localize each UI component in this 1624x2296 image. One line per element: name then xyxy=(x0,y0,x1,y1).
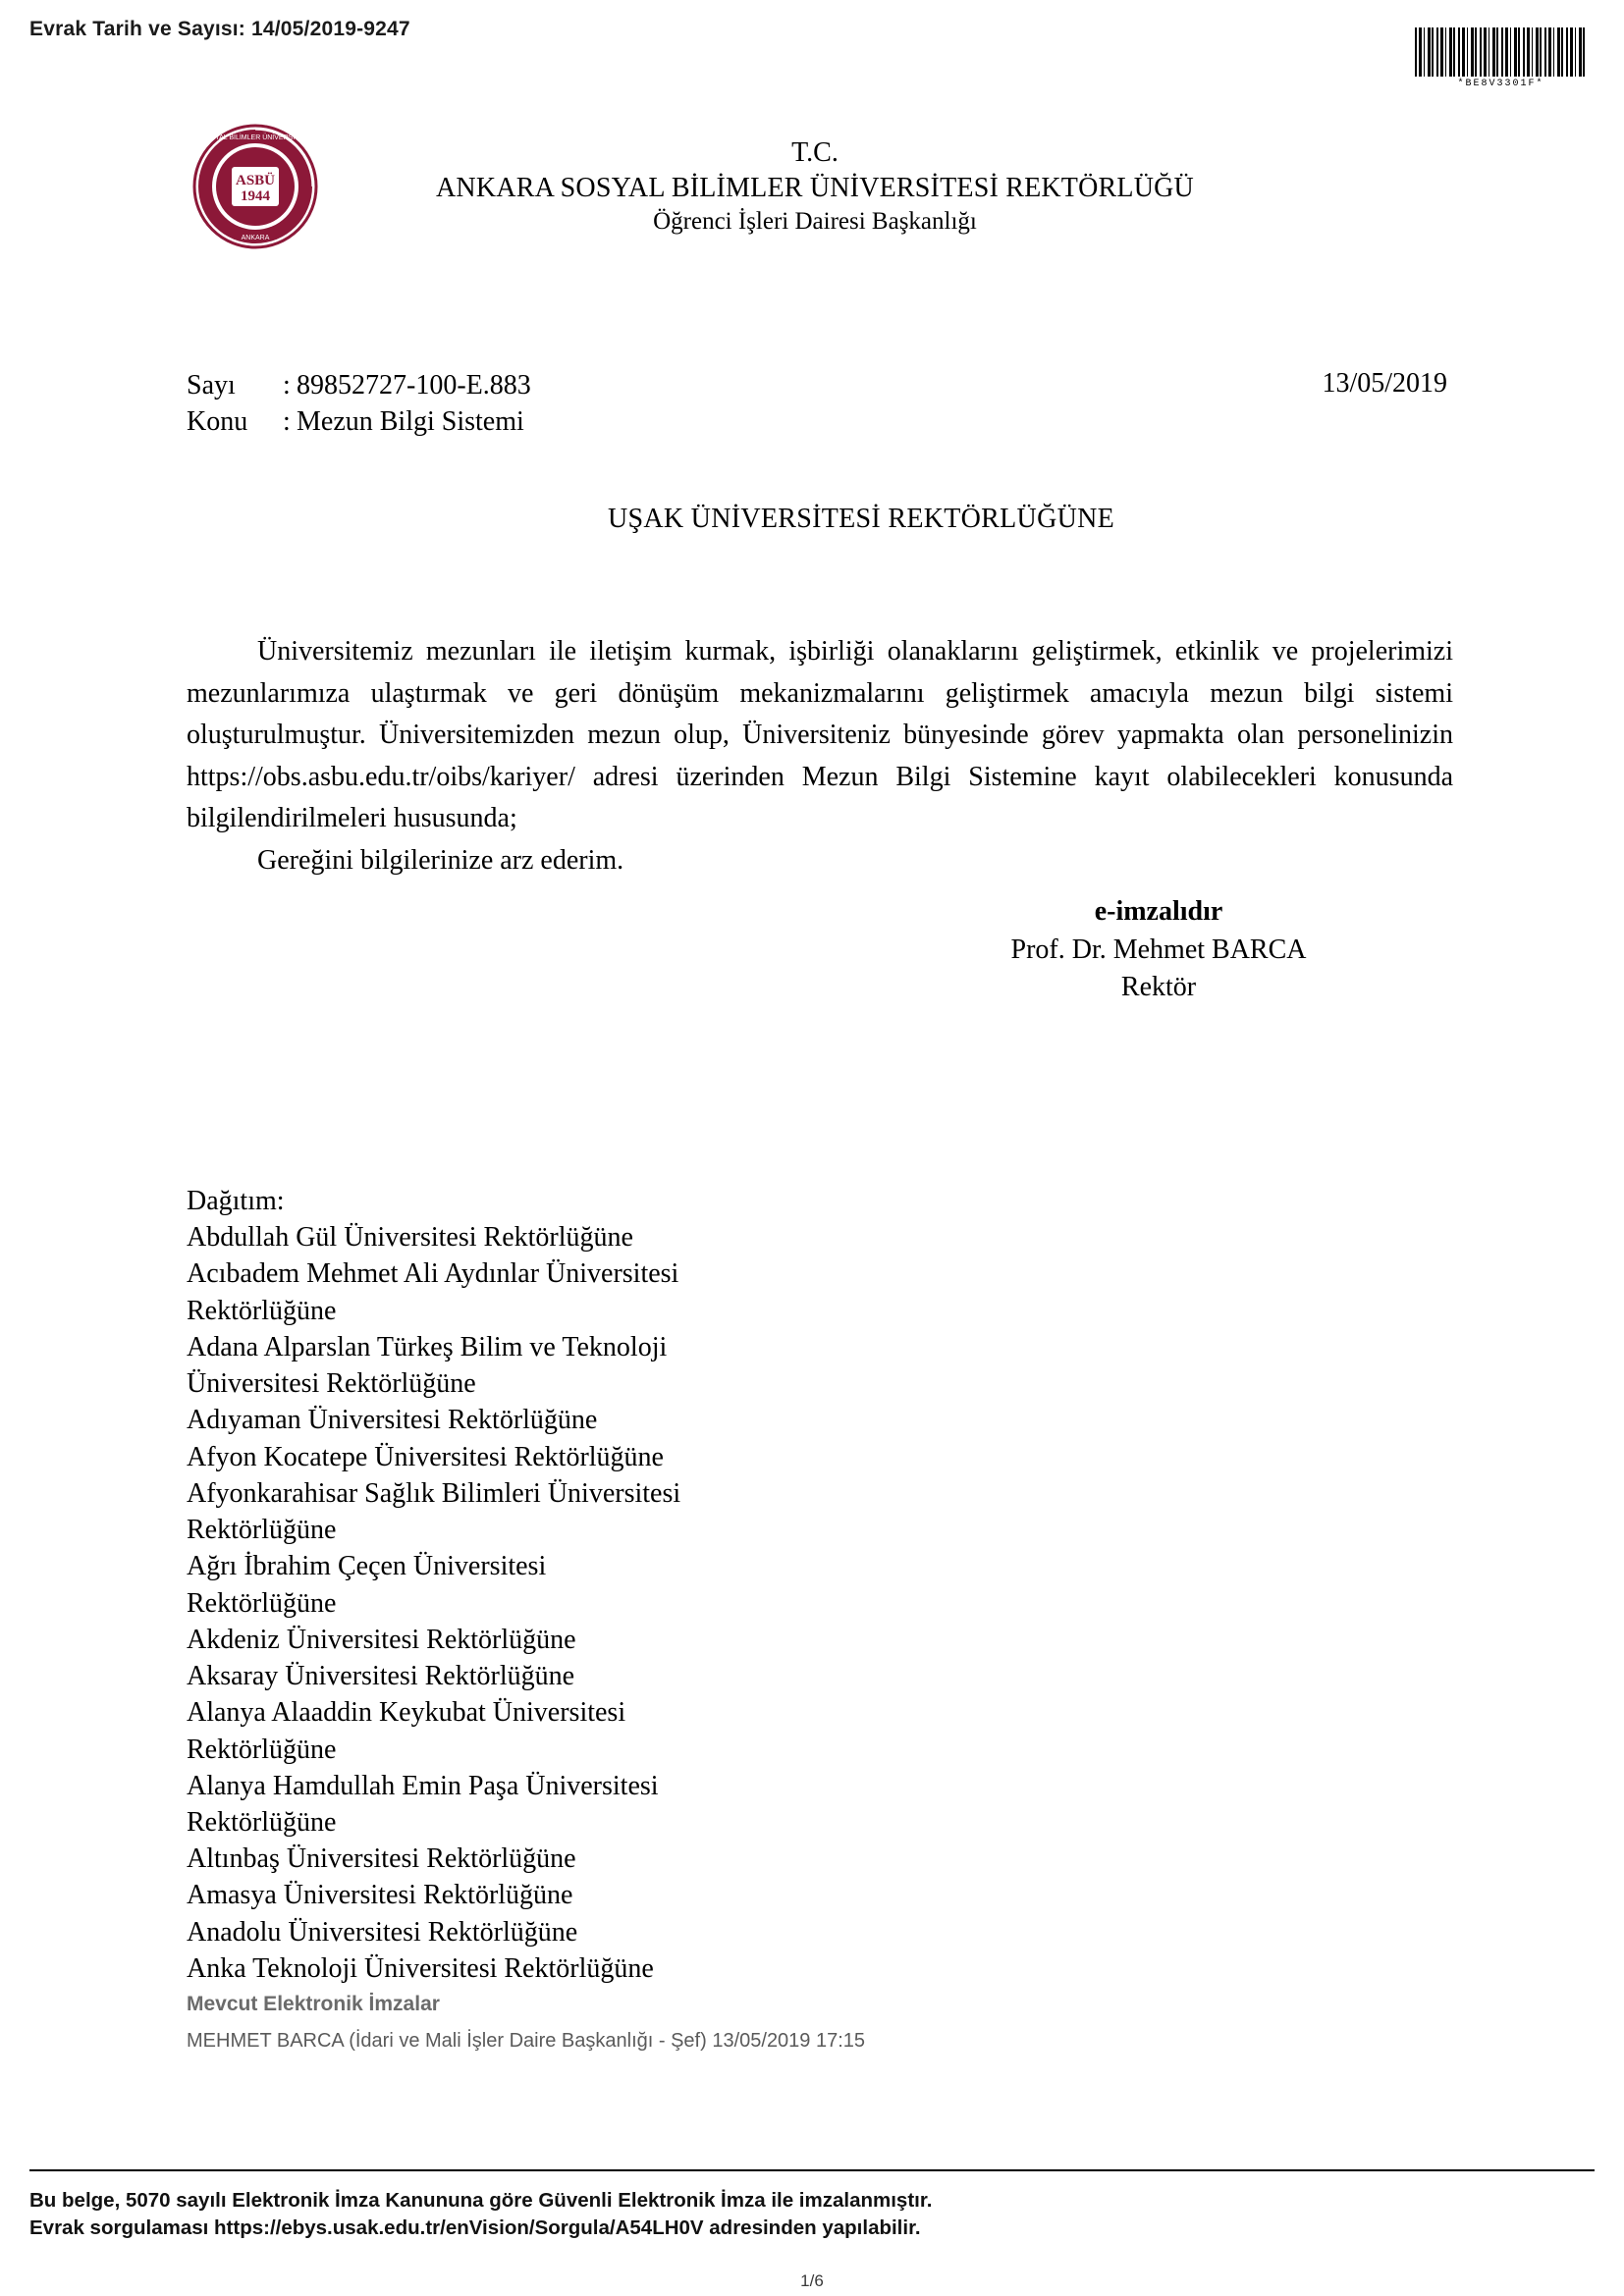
konu-value: Mezun Bilgi Sistemi xyxy=(297,405,524,437)
list-item: Anadolu Üniversitesi Rektörlüğüne xyxy=(187,1916,578,1948)
signer-title: Rektör xyxy=(1120,972,1197,1003)
electronic-signature-entry: MEHMET BARCA (İdari ve Mali İşler Daire Başkanlığı - Şef) 13/05/2019 17:15 xyxy=(187,2030,866,2052)
letterhead xyxy=(0,116,1624,263)
legal-footer-line-1: Bu belge, 5070 sayılı Elektronik İmza Kanununa göre Güvenli Elektronik İmza ile imzalanmıştır. xyxy=(29,2189,933,2212)
esignature-note: e-imzalıdır xyxy=(1094,896,1223,927)
barcode xyxy=(1415,27,1587,89)
list-item: Ağrı İbrahim Çeçen Üniversitesi xyxy=(187,1551,547,1582)
body-paragraph-2: Gereğini bilgilerinize arz ederim. xyxy=(257,844,624,876)
page-number: 1/6 xyxy=(800,2271,824,2290)
list-item: Amasya Üniversitesi Rektörlüğüne xyxy=(187,1880,573,1911)
distribution-list xyxy=(187,1183,1070,1987)
legal-footer xyxy=(29,2187,1595,2241)
barcode-bars xyxy=(1415,27,1587,77)
document-meta xyxy=(187,368,531,441)
legal-footer-line-2: Evrak sorgulaması https://ebys.usak.edu.tr/enVision/Sorgula/A54LH0V adresinden yapılabilir. xyxy=(29,2216,921,2239)
meta-row-konu xyxy=(187,404,531,441)
list-item: Rektörlüğüne xyxy=(187,1806,337,1838)
konu-label: Konu xyxy=(187,405,248,437)
electronic-signatures-block xyxy=(187,1993,1365,2053)
list-item: Afyonkarahisar Sağlık Bilimleri Üniversitesi xyxy=(187,1477,681,1509)
signature-block xyxy=(884,893,1434,1007)
institution-name: ANKARA SOSYAL BİLİMLER ÜNİVERSİTESİ REKTÖRLÜĞÜ xyxy=(436,172,1194,203)
meta-row-sayi xyxy=(187,368,531,404)
list-item: Alanya Hamdullah Emin Paşa Üniversitesi xyxy=(187,1770,659,1801)
list-item: Adana Alparslan Türkeş Bilim ve Teknoloji xyxy=(187,1331,668,1362)
list-item: Üniversitesi Rektörlüğüne xyxy=(187,1368,476,1400)
list-item: Acıbadem Mehmet Ali Aydınlar Üniversitesi xyxy=(187,1258,679,1290)
electronic-signatures-title: Mevcut Elektronik İmzalar xyxy=(187,1993,440,2015)
svg-text:1944: 1944 xyxy=(241,188,270,204)
list-item: Rektörlüğüne xyxy=(187,1734,337,1765)
list-item: Alanya Alaaddin Keykubat Üniversitesi xyxy=(187,1697,626,1729)
list-item: Akdeniz Üniversitesi Rektörlüğüne xyxy=(187,1624,576,1655)
signer-name: Prof. Dr. Mehmet BARCA xyxy=(1010,934,1307,965)
footer-divider xyxy=(29,2169,1595,2171)
svg-text:ANKARA: ANKARA xyxy=(241,235,270,241)
list-item: Aksaray Üniversitesi Rektörlüğüne xyxy=(187,1661,575,1692)
asbu-university-seal-icon xyxy=(192,124,318,249)
addressee-line: UŞAK ÜNİVERSİTESİ REKTÖRLÜĞÜNE xyxy=(607,504,1115,534)
barcode-label: *BE8V3301F* xyxy=(1457,79,1544,89)
list-item: Rektörlüğüne xyxy=(187,1587,337,1619)
institution-tc: T.C. xyxy=(791,137,839,168)
konu-colon: : xyxy=(283,405,291,437)
list-item: Altınbaş Üniversitesi Rektörlüğüne xyxy=(187,1843,576,1875)
list-item: Adıyaman Üniversitesi Rektörlüğüne xyxy=(187,1405,598,1436)
body-text xyxy=(187,631,1453,881)
document-date: 13/05/2019 xyxy=(1322,368,1447,399)
list-item: Afyon Kocatepe Üniversitesi Rektörlüğüne xyxy=(187,1441,664,1472)
sayi-colon: : xyxy=(283,370,291,400)
institution-block xyxy=(324,135,1306,238)
evrak-date-number-stamp: Evrak Tarih ve Sayısı: 14/05/2019-9247 xyxy=(29,18,410,40)
svg-text:SOSYAL BİLİMLER ÜNİVERSİTESİ: SOSYAL BİLİMLER ÜNİVERSİTESİ xyxy=(200,134,310,141)
list-item: Anka Teknoloji Üniversitesi Rektörlüğüne xyxy=(187,1952,654,1984)
institution-department: Öğrenci İşleri Dairesi Başkanlığı xyxy=(653,207,977,235)
distribution-label: Dağıtım: xyxy=(187,1186,285,1216)
list-item: Rektörlüğüne xyxy=(187,1295,337,1326)
sayi-label: Sayı xyxy=(187,370,236,400)
body-paragraph-1: Üniversitemiz mezunları ile iletişim kurmak, işbirliği olanaklarını geliştirmek, etkinlik ve projelerimizi mezunlarımıza ulaştırmak ve geri dönüşüm mekanizmalarını geliştirmek amacıyla mezun bilgi sistemi oluşturulmuştur. Üniversitemizden mezun olup, Üniversiteniz bünyesinde görev yapmakta olan personelinizin https://obs.asbu.edu.tr/oibs/kariyer/ adresi üzerinden Mezun Bilgi Sistemine kayıt olabilecekleri konusunda bilgilendirilmeleri hususunda; xyxy=(187,636,1453,834)
list-item: Rektörlüğüne xyxy=(187,1515,337,1546)
sayi-value: 89852727-100-E.883 xyxy=(297,370,531,400)
svg-text:ASBÜ: ASBÜ xyxy=(235,173,276,188)
list-item: Abdullah Gül Üniversitesi Rektörlüğüne xyxy=(187,1222,633,1254)
